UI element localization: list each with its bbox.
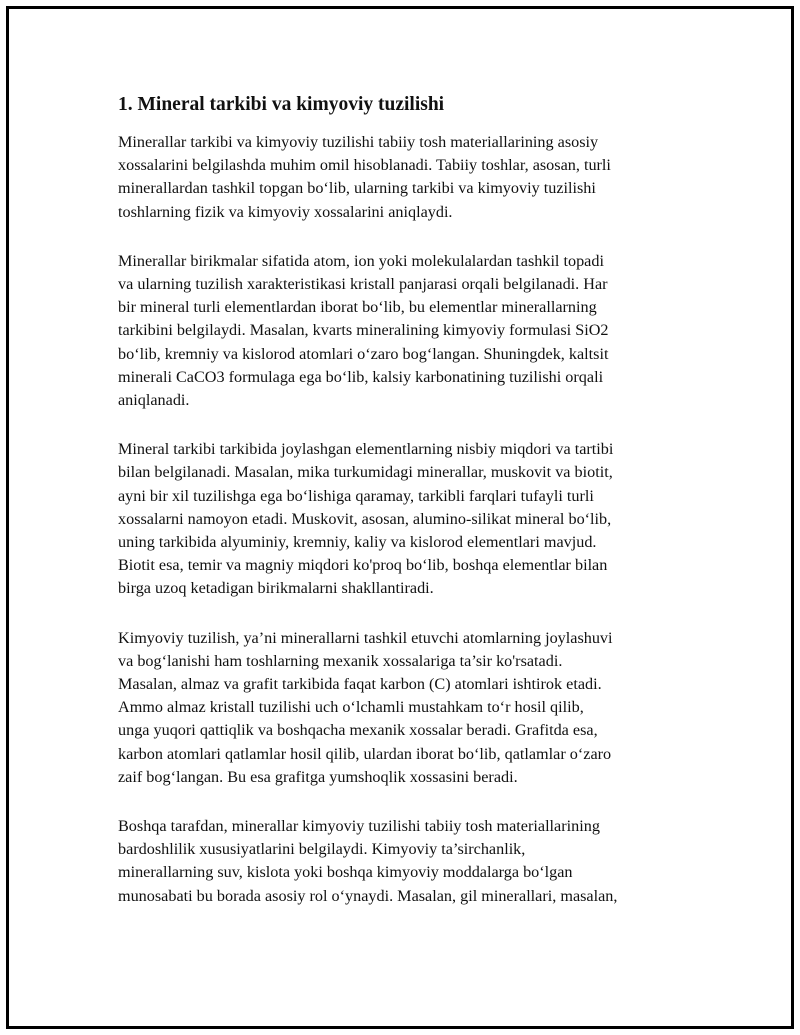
text-line: xossalarni namoyon etadi. Muskovit, asosan, alumino-silikat mineral bo‘lib, bbox=[118, 509, 612, 528]
paragraph-1 bbox=[118, 131, 688, 224]
text-line: birga uzoq ketadigan birikmalarni shakllantiradi. bbox=[118, 579, 434, 598]
text-line: bardoshlilik xususiyatlarini belgilaydi. Kimyoviy ta’sirchanlik, bbox=[118, 840, 526, 859]
text-line: bir mineral turli elementlardan iborat bo‘lib, bu elementlar minerallarning bbox=[118, 298, 597, 317]
text-line: ayni bir xil tuzilishga ega bo‘lishiga qaramay, tarkibli farqlari tufayli turli bbox=[118, 486, 594, 505]
text-line: toshlarning fizik va kimyoviy xossalarini aniqlaydi. bbox=[118, 202, 453, 221]
text-line: bo‘lib, kremniy va kislorod atomlari o‘zaro bog‘langan. Shuningdek, kaltsit bbox=[118, 344, 609, 363]
paragraph-5 bbox=[118, 815, 688, 908]
text-line: karbon atomlari qatlamlar hosil qilib, ulardan iborat bo‘lib, qatlamlar o‘zaro bbox=[118, 744, 612, 763]
text-line: Minerallar tarkibi va kimyoviy tuzilishi tabiiy tosh materiallarining asosiy bbox=[118, 133, 599, 151]
paragraph-3 bbox=[118, 438, 688, 600]
text-line: va ularning tuzilish xarakteristikasi kristall panjarasi orqali belgilanadi. Har bbox=[118, 275, 608, 294]
text-line: minerallardan tashkil topgan bo‘lib, ularning tarkibi va kimyoviy tuzilishi bbox=[118, 179, 596, 198]
text-line: Masalan, almaz va grafit tarkibida faqat karbon (C) atomlari ishtirok etadi. bbox=[118, 675, 602, 694]
text-line: bilan belgilanadi. Masalan, mika turkumidagi minerallar, muskovit va biotit, bbox=[118, 463, 613, 482]
text-line: Ammo almaz kristall tuzilishi uch o‘lchamli mustahkam to‘r hosil qilib, bbox=[118, 698, 584, 717]
text-line: munosabati bu borada asosiy rol o‘ynaydi. Masalan, gil minerallari, masalan, bbox=[118, 886, 618, 905]
paragraph-4 bbox=[118, 627, 688, 789]
text-line: aniqlanadi. bbox=[118, 391, 190, 410]
text-line: minerallarning suv, kislota yoki boshqa kimyoviy moddalarga bo‘lgan bbox=[118, 863, 573, 882]
text-line: minerali CaCO3 formulaga ega bo‘lib, kalsiy karbonatining tuzilishi orqali bbox=[118, 367, 604, 386]
paragraph-2 bbox=[118, 250, 688, 412]
text-line: Minerallar birikmalar sifatida atom, ion yoki molekulalardan tashkil topadi bbox=[118, 251, 604, 270]
text-line: unga yuqori qattiqlik va boshqacha mexanik xossalar beradi. Grafitda esa, bbox=[118, 721, 598, 740]
text-line: tarkibini belgilaydi. Masalan, kvarts mineralining kimyoviy formulasi SiO2 bbox=[118, 321, 609, 340]
text-line: uning tarkibida alyuminiy, kremniy, kaliy va kislorod elementlari mavjud. bbox=[118, 533, 597, 552]
text-line: Biotit esa, temir va magniy miqdori ko'proq bo‘lib, boshqa elementlar bilan bbox=[118, 556, 608, 575]
text-line: Mineral tarkibi tarkibida joylashgan elementlarning nisbiy miqdori va tartibi bbox=[118, 440, 614, 459]
text-line: va bog‘lanishi ham toshlarning mexanik xossalariga ta’sir ko'rsatadi. bbox=[118, 651, 563, 670]
text-line: zaif bog‘langan. Bu esa grafitga yumshoqlik xossasini beradi. bbox=[118, 767, 518, 786]
text-line: xossalarini belgilashda muhim omil hisoblanadi. Tabiiy toshlar, asosan, turli bbox=[118, 156, 611, 175]
text-line: Boshqa tarafdan, minerallar kimyoviy tuzilishi tabiiy tosh materiallarining bbox=[118, 817, 600, 836]
document-body bbox=[118, 92, 688, 934]
section-heading: 1. Mineral tarkibi va kimyoviy tuzilishi bbox=[118, 94, 445, 115]
text-line: Kimyoviy tuzilish, ya’ni minerallarni tashkil etuvchi atomlarning joylashuvi bbox=[118, 628, 613, 647]
